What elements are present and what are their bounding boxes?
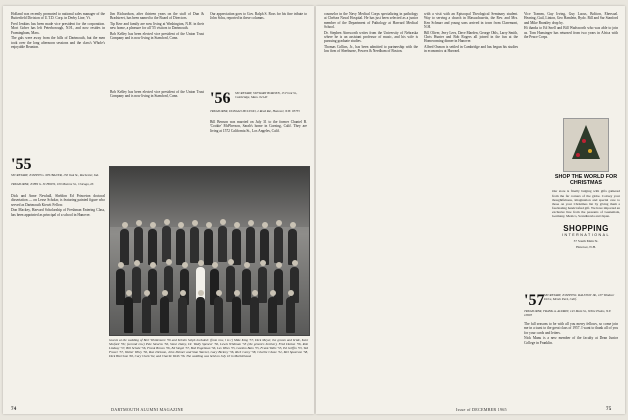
class-secretary: SECRETARY, STEWART BORDEN, 15 Front St., Cambridge, Mass. 02140 xyxy=(235,91,298,99)
ad-body: Our store is finally bulging with gifts gathered from the far corners of the globe. Convey your thoughtfulness, imagination and special care to those on your Christmas list by giving them a fascinating handcrafted gift. We have imported an exclusive line from the peasants of Guatemala, Germany, Mexico, Scandinavia and Japan. xyxy=(552,189,620,218)
paragraph: Don Mackey, Harvard Scholarship of Freshman Entering Class, has been appointed as principal of a school in Hanover. xyxy=(11,208,105,217)
class-secretary: SECRETARY, JOSEPH G. NEUBAUER, 150 Oak St., Rochester, Ind. xyxy=(11,173,99,177)
ornament-icon xyxy=(576,153,580,157)
paragraph: Bill Benson was married on July 31 to the former Chantel B. 'Cookie' McPherson, Sarah's home in Corning, Calif. They are living at 1572 California St., Los Angeles, Calif. xyxy=(210,120,307,133)
paragraph: Bob Kelley has been elected vice president of the Union Trust Company and is now living in Stamford, Conn. xyxy=(110,90,204,99)
ad-logo: SHOPPING xyxy=(563,224,609,234)
paragraph: counselor in the Navy Medical Corps specializing in pathology at Chelsea Naval Hospital. He has just been selected as a junior member of the Department of Pathology at Harvard Medical School. xyxy=(324,12,418,29)
photo-caption: Guests at the wedding of Bert Whittemore '56 and Kristin Selph included: (from row, l to r) Mike King '57, Dick Meyer, the groom and bride, Kent Shuford '56; (second row) Pete Stearns '56, Steve Daley, Dr. Wally Spencer '56, Lewis Whitman '53 (the groom's brother), Fred Dutton '56, Rob Lindsay '57, Bill Schulz '56, Frank Brown '56, Ed Siegel '57, Bob Engelman '56, Les Wiles '55, Gordon Bain '55, Frank Wells '55, Ed Griffin '53, Ted Fraser '57, Walter Wiley '56, Ron Dickson, John Palmer and Stan Warner, Gary Bickrey '56, Rich Carey '58, Charlie Chase '52, Mel Spearson '58, Dick Harrison '60, Cary Clark '62, and Charlie Wells '56. The wedding was held on July 10 in Marblehead. xyxy=(109,338,308,359)
paragraph: Alfred Osmon is settled in Cambridge and has begun his studies in economics at Harvard. xyxy=(424,45,518,54)
left-column-2-lower xyxy=(110,90,204,162)
ad-address-line-2: Hanover, N.H. xyxy=(576,245,596,250)
paragraph: Fred Jenkins has been made vice president for the corporation. Mort Gober has left Peterborough, N.H., and now resides in Framingham, Mass. xyxy=(11,22,105,35)
left-footer-title: DARTMOUTH ALUMNI MAGAZINE xyxy=(111,407,184,412)
paragraph: Tip Kerr and family are now living at Washington, N.H. in their new home, a pleasure for all '55 visitors to Dartmouth. xyxy=(110,22,204,31)
ornament-icon xyxy=(588,149,592,153)
ad-title: SHOP THE WORLD FOR CHRISTMAS xyxy=(554,174,618,187)
right-column-2 xyxy=(424,12,518,402)
shopping-international-ad xyxy=(552,118,620,282)
paragraph: Hi thanks to Ed Snell and Bill Wadsworth who was able to join us. Tom Hunsinger has returned from two years in Africa with the Peace Corps. xyxy=(524,26,618,39)
class-secretary: SECRETARY, JOSEPH K. RALSTON JR., 107 Windsor Drive, Menlo Park, Calif. xyxy=(544,293,615,301)
ornament-icon xyxy=(582,139,586,143)
left-column-3 xyxy=(210,120,307,162)
ad-logo-sub: INTERNATIONAL xyxy=(562,233,610,238)
paragraph: Bob Kelley has been elected vice president of the Union Trust Company and is now living in Stamford, Conn. xyxy=(110,32,204,41)
left-column-3-top xyxy=(210,12,307,86)
paragraph: Jim Richardson, after thirteen years on the staff of Dun & Bradstreet, has been named to the Board of Directors. xyxy=(110,12,204,21)
right-column-3-top xyxy=(524,12,618,112)
ad-address-line-1: 37 South Main St. xyxy=(573,239,599,244)
page-number: 74 xyxy=(11,407,17,412)
paragraph: Dick and Anne Newhall, Sheldon Ed Princeton doctoral dissertation — on Lesse Scholar, is featuring painted figure who served as Dartmouth Kiewit Fellow. xyxy=(11,194,105,207)
paragraph: Thomas Collins, Jr., has been admitted to partnership with the law firm of Sherburne, Powers & Needham of Boston. xyxy=(324,45,418,54)
left-page xyxy=(3,6,314,414)
right-footer-title: Issue of DECEMBER 1965 xyxy=(456,407,507,412)
class-treasurer: TREASURER, JOHN G. SCHOEN, 109 Monroe St., Chicago, Ill. xyxy=(11,182,95,186)
paragraph: The gals were away from the hills of Dartmouth, but the men took over the long afternoon sessions and the class's Whole's enjoyable Reunion. xyxy=(11,36,105,50)
paragraph: Nick Manu is a new member of the faculty at Dean Junior College in Franklin. xyxy=(524,336,618,345)
paragraph: Vice Tramm, Guy Irving, Guy Lucus, Boliton, Ebersoal. Hearing, Gail, Linton, Geo Hamlein, Rydo. Bill and Sar Stanford and Mike Brantley drop by. xyxy=(524,12,618,25)
paragraph: with a visit with an Episcopal Theological Seminary student. Way to serving a church in Massachusetts, the Rev. and Mrs. Ken Schnurr and young sons arrived in town from Claremont, N.H. xyxy=(424,12,518,29)
class-treasurer: TREASURER, FRANK A. ALDRIN, 145 Main St., White Plains, N.Y. 10603 xyxy=(524,309,612,317)
christmas-tree-image xyxy=(563,118,609,172)
left-column-1-bottom xyxy=(11,194,105,302)
class-year-heading: '55 xyxy=(11,156,32,173)
class-year-heading: '56 xyxy=(210,90,231,107)
right-column-1 xyxy=(324,12,418,402)
paragraph: Bill Oliver, Jerry Lees, Dave Marden, George Ohls, Larry Smith, Chris Hunter and Bob Rogers all joined in the fun at the Homecoming dinner in Hanover. xyxy=(424,30,518,44)
wedding-group-photo xyxy=(109,166,310,336)
left-footer xyxy=(11,406,16,412)
paragraph: Our appreciation goes to Gov. Ralph S. Ross for his fine tribute to John Schu, reported in these columns. xyxy=(210,12,307,21)
left-column-2 xyxy=(110,12,204,88)
paragraph: Holland was recently promoted to national sales manager of the Butterfield Division of U.T.D. Corp. in Derby Line, Vt. xyxy=(11,12,105,21)
right-footer xyxy=(606,406,611,412)
class-treasurer: TREASURER, DONALD MCLEOD, 2 Reed Rd., Hanover, N.H. 03755 xyxy=(210,109,300,113)
paragraph: Dr. Stephen Ainsworth writes from the University of Nebraska where he is an assistant professor of music, and his wife is pursuing graduate studies. xyxy=(324,30,418,44)
left-column-1-top xyxy=(11,12,105,152)
class-year-heading: '57 xyxy=(524,292,545,309)
right-column-3-bottom xyxy=(524,322,618,402)
paragraph: The fall seasons to be with all you merry fellows, so come join me in a toast to the great class of 1957. I want to thank all of you for your cards and letters. xyxy=(524,322,618,335)
page-number: 75 xyxy=(606,407,612,412)
